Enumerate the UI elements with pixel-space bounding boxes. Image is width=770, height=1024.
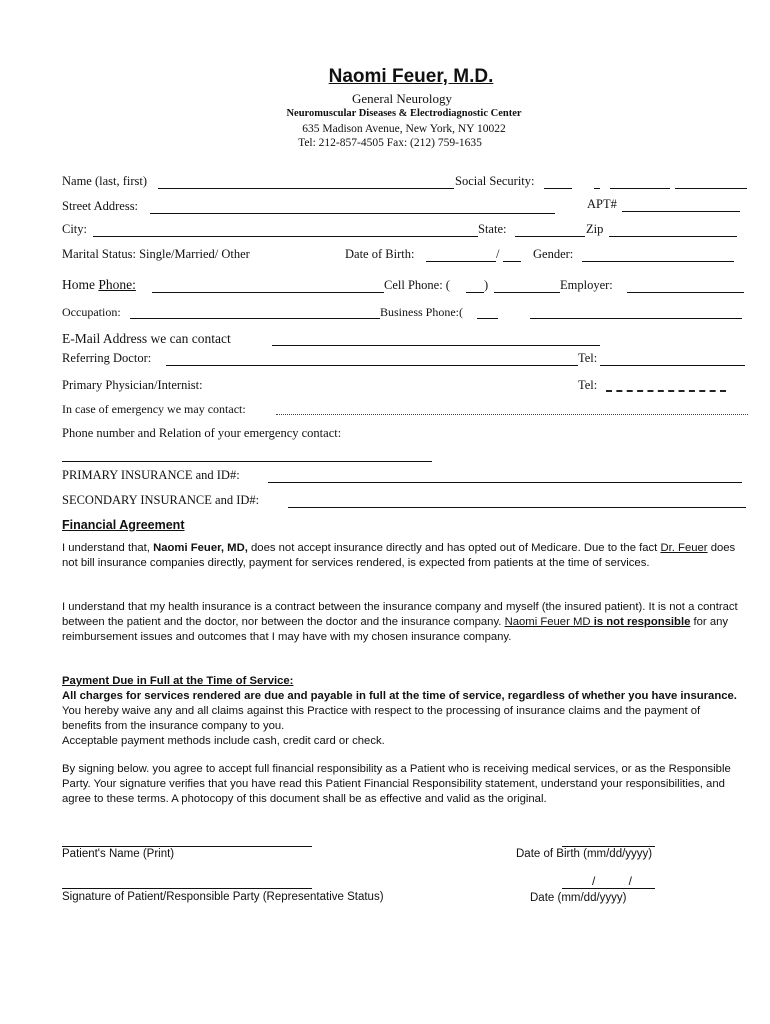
date-slashes: / /: [592, 874, 633, 888]
zip-label: Zip: [586, 222, 604, 236]
state-label: State:: [478, 222, 507, 236]
p2-text-a: I understand that my health insurance is a contract between the insurance company and myself (the insured patient). It is not a contract between the patient and the doctor, nor between the doctor and the insurance company.: [62, 601, 738, 628]
secondary-insurance-field[interactable]: [288, 507, 746, 508]
payment-paragraph: [62, 674, 738, 749]
signature-label: Signature of Patient/Responsible Party (Representative Status): [62, 891, 384, 903]
p1-doctor-name: Naomi Feuer, MD,: [153, 542, 248, 554]
patient-name-label: Patient's Name (Print): [62, 848, 175, 860]
p2-not-responsible: is not responsible: [593, 616, 691, 628]
business-phone-area-code-field[interactable]: [477, 318, 498, 319]
cell-phone-field[interactable]: [494, 292, 560, 293]
state-field[interactable]: [515, 236, 585, 237]
referring-doctor-field[interactable]: [166, 365, 578, 366]
emergency-phone-field[interactable]: [62, 461, 432, 462]
apt-label: APT#: [587, 197, 617, 211]
p1-text-b: does not accept insurance directly and has opted out of Medicare. Due to the fact: [247, 542, 661, 554]
emergency-phone-label: Phone number and Relation of your emergency contact:: [62, 426, 342, 440]
ssn-field-part-1[interactable]: [544, 188, 572, 189]
street-address-field[interactable]: [150, 213, 555, 214]
secondary-insurance-label: SECONDARY INSURANCE and ID#:: [62, 493, 260, 507]
dob-slash: /: [496, 247, 500, 261]
p1-text-c: does not bill insurance companies directly, payment for services rendered, is expected from patients at the time of services.: [62, 542, 736, 569]
primary-insurance-field[interactable]: [268, 482, 742, 483]
cell-phone-area-code-field[interactable]: [466, 292, 484, 293]
signing-paragraph: [62, 762, 738, 807]
referring-tel-field[interactable]: [600, 365, 745, 366]
gender-field[interactable]: [582, 261, 734, 262]
occupation-label: Occupation:: [62, 305, 121, 319]
cell-phone-paren: ): [484, 278, 489, 292]
date-field[interactable]: [562, 888, 655, 889]
business-phone-field[interactable]: [530, 318, 742, 319]
specialty: General Neurology: [352, 91, 452, 106]
home-phone-label: [62, 277, 136, 293]
employer-field[interactable]: [627, 292, 744, 293]
referring-tel-label: Tel:: [578, 351, 598, 365]
city-label: City:: [62, 222, 88, 236]
primary-physician-label: Primary Physician/Internist:: [62, 378, 203, 392]
zip-field[interactable]: [609, 236, 737, 237]
ssn-field-part-3[interactable]: [675, 188, 747, 189]
office-phone-fax: Tel: 212-857-4505 Fax: (212) 759-1635: [298, 137, 482, 149]
primary-tel-label: Tel:: [578, 378, 598, 392]
emergency-contact-label: In case of emergency we may contact:: [62, 402, 246, 416]
doctor-name-title: Naomi Feuer, M.D.: [328, 66, 494, 87]
referring-doctor-label: Referring Doctor:: [62, 351, 152, 365]
financial-paragraph-1: [62, 541, 738, 571]
home-phone-label-prefix: Home: [62, 277, 99, 292]
occupation-field[interactable]: [130, 318, 380, 319]
city-field[interactable]: [93, 236, 478, 237]
primary-insurance-label: PRIMARY INSURANCE and ID#:: [62, 468, 240, 482]
dob-signature-field[interactable]: [562, 846, 655, 847]
business-phone-label: Business Phone:(: [380, 305, 464, 319]
name-field[interactable]: [158, 188, 454, 189]
center-name: Neuromuscular Diseases & Electrodiagnostic Center: [286, 108, 522, 119]
signing-paragraph-text: By signing below. you agree to accept full financial responsibility as a Patient who is receiving medical services, or as the Responsible Party. Your signature verifies that you have read this Patient Financial Responsibility statement, understand your responsibilities, and agree to these terms. A photocopy of this document shall be as effective and valid as the original.: [62, 763, 731, 805]
p2-doctor-name: Naomi Feuer MD: [504, 616, 594, 628]
payment-heading: Payment Due in Full at the Time of Service:: [62, 675, 294, 687]
primary-tel-field[interactable]: [606, 390, 726, 392]
street-address-label: Street Address:: [62, 199, 139, 213]
gender-label: Gender:: [533, 247, 574, 261]
financial-paragraph-2: [62, 600, 738, 645]
marital-status-label: Marital Status: Single/Married/ Other: [62, 247, 250, 261]
ssn-field-part-2[interactable]: [610, 188, 670, 189]
dob-field-part-2[interactable]: [503, 261, 521, 262]
home-phone-field[interactable]: [152, 292, 384, 293]
p2-text-b: for any reimbursement issues and outcomes that I may have with my chosen insurance company.: [62, 616, 729, 643]
ssn-separator: [594, 188, 600, 189]
name-label: Name (last, first): [62, 174, 148, 188]
payment-rest-text: You hereby waive any and all claims against this Practice with respect to the processing of insurance claims and the payment of benefits from the insurance company to you.: [62, 705, 701, 732]
dob-label: Date of Birth:: [345, 247, 415, 261]
ssn-label: Social Security:: [455, 174, 535, 188]
employer-label: Employer:: [560, 278, 613, 292]
p1-dr-feuer: Dr. Feuer: [660, 542, 708, 554]
p1-text-a: I understand that,: [62, 542, 154, 554]
email-field[interactable]: [272, 345, 600, 346]
patient-name-field[interactable]: [62, 846, 312, 847]
cell-phone-label: Cell Phone: (: [384, 278, 450, 292]
signature-field[interactable]: [62, 888, 312, 889]
home-phone-label-word: Phone:: [98, 277, 136, 292]
date-label: Date (mm/dd/yyyy): [530, 892, 627, 904]
payment-bold-text: All charges for services rendered are due and payable in full at the time of service, regardless of whether you have insurance.: [62, 690, 737, 702]
payment-methods: Acceptable payment methods include cash, credit card or check.: [62, 735, 385, 747]
apt-field[interactable]: [622, 211, 740, 212]
emergency-contact-field[interactable]: [276, 414, 748, 415]
dob-field-part-1[interactable]: [426, 261, 496, 262]
office-address: 635 Madison Avenue, New York, NY 10022: [302, 123, 506, 135]
dob-signature-label: Date of Birth (mm/dd/yyyy): [516, 848, 653, 860]
financial-agreement-heading: Financial Agreement: [62, 518, 185, 532]
email-label: E-Mail Address we can contact: [62, 331, 231, 346]
